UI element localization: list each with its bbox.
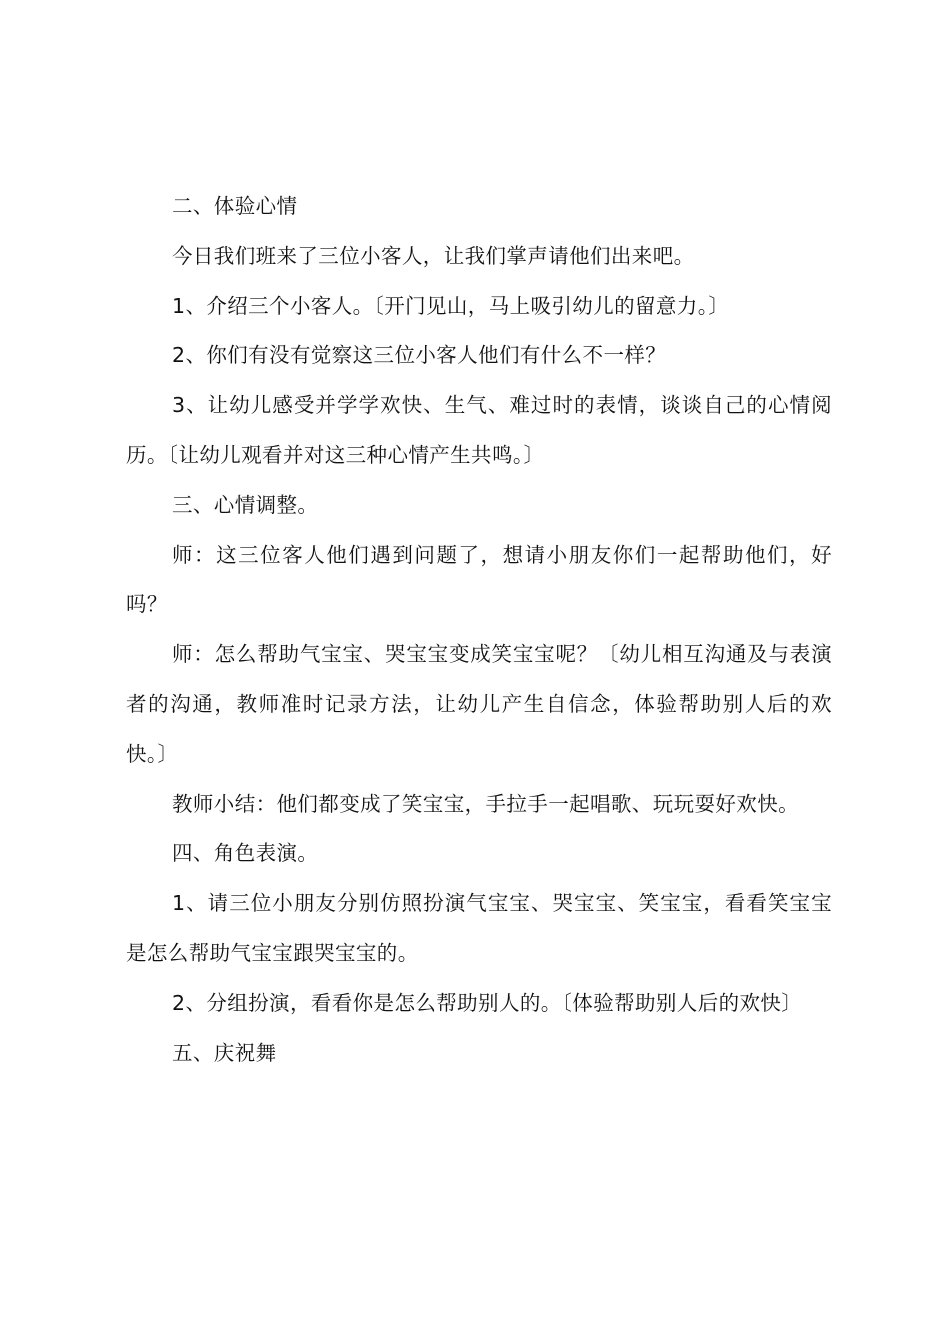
heading-experience-mood: 二、体验心情	[172, 194, 298, 218]
paragraph-step-2: 2、你们有没有觉察这三位小客人他们有什么不一样？	[172, 343, 667, 368]
paragraph-teacher-1: 师：这三位客人他们遇到问题了，想请小朋友你们一起帮助他们，好吗？	[126, 542, 832, 617]
heading-role-play: 四、角色表演。	[172, 841, 319, 866]
paragraph-step-1: 1、介绍三个小客人。〔开门见山，马上吸引幼儿的留意力。〕	[172, 293, 730, 318]
paragraph-teacher-summary: 教师小结：他们都变成了笑宝宝，手拉手一起唱歌、玩玩耍好欢快。	[172, 791, 799, 816]
heading-mood-adjust: 三、心情调整。	[172, 492, 319, 517]
paragraph-teacher-2: 师：怎么帮助气宝宝、哭宝宝变成笑宝宝呢？〔幼儿相互沟通及与表演者的沟通，教师准时记录方法，让幼儿产生自信念，体验帮助别人后的欢快。〕	[126, 642, 832, 766]
paragraph-role-play-2: 2、分组扮演，看看你是怎么帮助别人的。〔体验帮助别人后的欢快〕	[172, 990, 803, 1015]
paragraph-step-3: 3、让幼儿感受并学学欢快、生气、难过时的表情，谈谈自己的心情阅历。〔让幼儿观看并对这三种心情产生共鸣。〕	[126, 393, 832, 467]
paragraph-role-play-1: 1、请三位小朋友分别仿照扮演气宝宝、哭宝宝、笑宝宝，看看笑宝宝是怎么帮助气宝宝跟哭宝宝的。	[126, 891, 832, 965]
paragraph-intro: 今日我们班来了三位小客人，让我们掌声请他们出来吧。	[172, 243, 695, 268]
document-page	[126, 182, 832, 1078]
heading-celebration-dance: 五、庆祝舞	[172, 1040, 277, 1065]
